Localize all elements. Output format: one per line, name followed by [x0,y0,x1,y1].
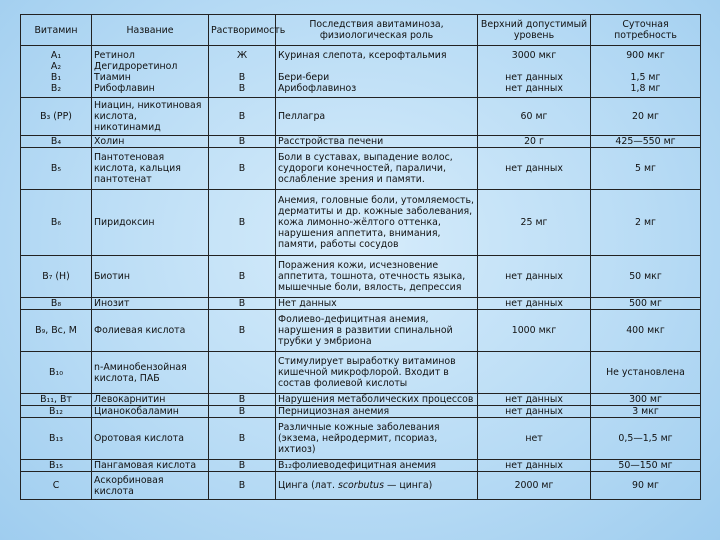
cell-role: Анемия, головные боли, утомляемость, дерматиты и др. кожные заболевания, кожа лимонно-жёлтого оттенка, нарушения аппетита, внимания, памяти, работы сосудов [276,190,478,256]
table-row [21,256,701,298]
cell-vitamin: B₆ [21,190,92,256]
cell-solubility: В [209,256,276,298]
cell-vitamin: B₃ (PP) [21,98,92,136]
table-row [21,98,701,136]
cell-daily-need: 3 мкг [591,406,701,418]
table-header [21,15,701,46]
cell-role: Нет данных [276,298,478,310]
cell-role: Цинга (лат. scorbutus — цинга) [276,472,478,500]
cell-role: Нарушения метаболических процессов [276,394,478,406]
cell-solubility: В [209,298,276,310]
table-body [21,46,701,500]
cell-name: Левокарнитин [92,394,209,406]
table-row [21,352,701,394]
cell-daily-need: 2 мг [591,190,701,256]
cell-upper-level: 1000 мкг [478,310,591,352]
cell-upper-level [478,352,591,394]
cell-vitamin: B₁₂ [21,406,92,418]
cell-vitamin: B₉, Bc, M [21,310,92,352]
cell-upper-level: нет данных [478,406,591,418]
cell-solubility: В [209,472,276,500]
cell-vitamin: B₁₃ [21,418,92,460]
vitamins-table [20,14,701,500]
table-row [21,418,701,460]
cell-vitamin: B₈ [21,298,92,310]
cell-vitamin: C [21,472,92,500]
cell-role: Пеллагра [276,98,478,136]
cell-vitamin: A₁ A₂ B₁ B₂ [21,46,92,98]
cell-solubility: В [209,190,276,256]
cell-vitamin: B₁₁, Bт [21,394,92,406]
cell-name: Биотин [92,256,209,298]
cell-role: Поражения кожи, исчезновение аппетита, тошнота, отечность языка, мышечные боли, вялость, депрессия [276,256,478,298]
cell-upper-level: нет данных [478,298,591,310]
cell-daily-need: 425—550 мг [591,136,701,148]
cell-solubility: В [209,148,276,190]
cell-name: Пангамовая кислота [92,460,209,472]
cell-daily-need: 50—150 мг [591,460,701,472]
cell-daily-need: Не установлена [591,352,701,394]
table-row [21,394,701,406]
table-row [21,148,701,190]
cell-solubility: В [209,418,276,460]
cell-vitamin: B₇ (H) [21,256,92,298]
cell-name: Ретинол Дегидроретинол Тиамин Рибофлавин [92,46,209,98]
header-daily-need: Суточная потребность [591,15,701,46]
cell-vitamin: B₁₀ [21,352,92,394]
cell-upper-level: нет данных [478,256,591,298]
cell-solubility: Ж В В [209,46,276,98]
cell-role: Расстройства печени [276,136,478,148]
cell-name: Ниацин, никотиновая кислота, никотинамид [92,98,209,136]
table-row [21,298,701,310]
table-row [21,190,701,256]
cell-upper-level: нет [478,418,591,460]
cell-name: Аскорбиновая кислота [92,472,209,500]
cell-upper-level: 2000 мг [478,472,591,500]
cell-name: Инозит [92,298,209,310]
cell-upper-level: 20 г [478,136,591,148]
cell-vitamin: B₅ [21,148,92,190]
cell-upper-level: 25 мг [478,190,591,256]
cell-daily-need: 0,5—1,5 мг [591,418,701,460]
header-row [21,15,701,46]
cell-upper-level: нет данных [478,394,591,406]
cell-role: Пернициозная анемия [276,406,478,418]
table-row [21,460,701,472]
cell-solubility: В [209,406,276,418]
cell-name: n-Аминобензойная кислота, ПАБ [92,352,209,394]
cell-name: Цианокобаламин [92,406,209,418]
cell-name: Холин [92,136,209,148]
header-name: Название [92,15,209,46]
cell-daily-need: 90 мг [591,472,701,500]
cell-role: Различные кожные заболевания (экзема, нейродермит, псориаз, ихтиоз) [276,418,478,460]
cell-solubility: В [209,394,276,406]
cell-daily-need: 500 мг [591,298,701,310]
header-upper-level: Верхний допустимый уровень [478,15,591,46]
cell-name: Пантотеновая кислота, кальция пантотенат [92,148,209,190]
cell-daily-need: 50 мкг [591,256,701,298]
table-row [21,406,701,418]
table-row [21,46,701,98]
cell-role: Куриная слепота, ксерофтальмия Бери-бери Арибофлавиноз [276,46,478,98]
cell-upper-level: нет данных [478,148,591,190]
cell-name: Оротовая кислота [92,418,209,460]
cell-solubility: В [209,136,276,148]
cell-role: Стимулирует выработку витаминов кишечной микрофлорой. Входит в состав фолиевой кислоты [276,352,478,394]
cell-role: Фолиево-дефицитная анемия, нарушения в развитии спинальной трубки у эмбриона [276,310,478,352]
cell-name: Пиридоксин [92,190,209,256]
table-row [21,310,701,352]
cell-solubility [209,352,276,394]
cell-daily-need: 900 мкг 1,5 мг 1,8 мг [591,46,701,98]
cell-daily-need: 300 мг [591,394,701,406]
cell-role: Боли в суставах, выпадение волос, судороги конечностей, параличи, ослабление зрения и памяти. [276,148,478,190]
cell-daily-need: 20 мг [591,98,701,136]
cell-solubility: В [209,460,276,472]
header-vitamin: Витамин [21,15,92,46]
cell-upper-level: 3000 мкг нет данных нет данных [478,46,591,98]
header-role: Последствия авитаминоза, физиологическая роль [276,15,478,46]
table-row [21,472,701,500]
cell-vitamin: B₄ [21,136,92,148]
cell-daily-need: 400 мкг [591,310,701,352]
cell-upper-level: 60 мг [478,98,591,136]
cell-upper-level: нет данных [478,460,591,472]
cell-solubility: В [209,98,276,136]
table-row [21,136,701,148]
cell-daily-need: 5 мг [591,148,701,190]
cell-solubility: В [209,310,276,352]
header-solubility: Растворимость [209,15,276,46]
cell-role: B₁₂фолиеводефицитная анемия [276,460,478,472]
cell-name: Фолиевая кислота [92,310,209,352]
cell-vitamin: B₁₅ [21,460,92,472]
